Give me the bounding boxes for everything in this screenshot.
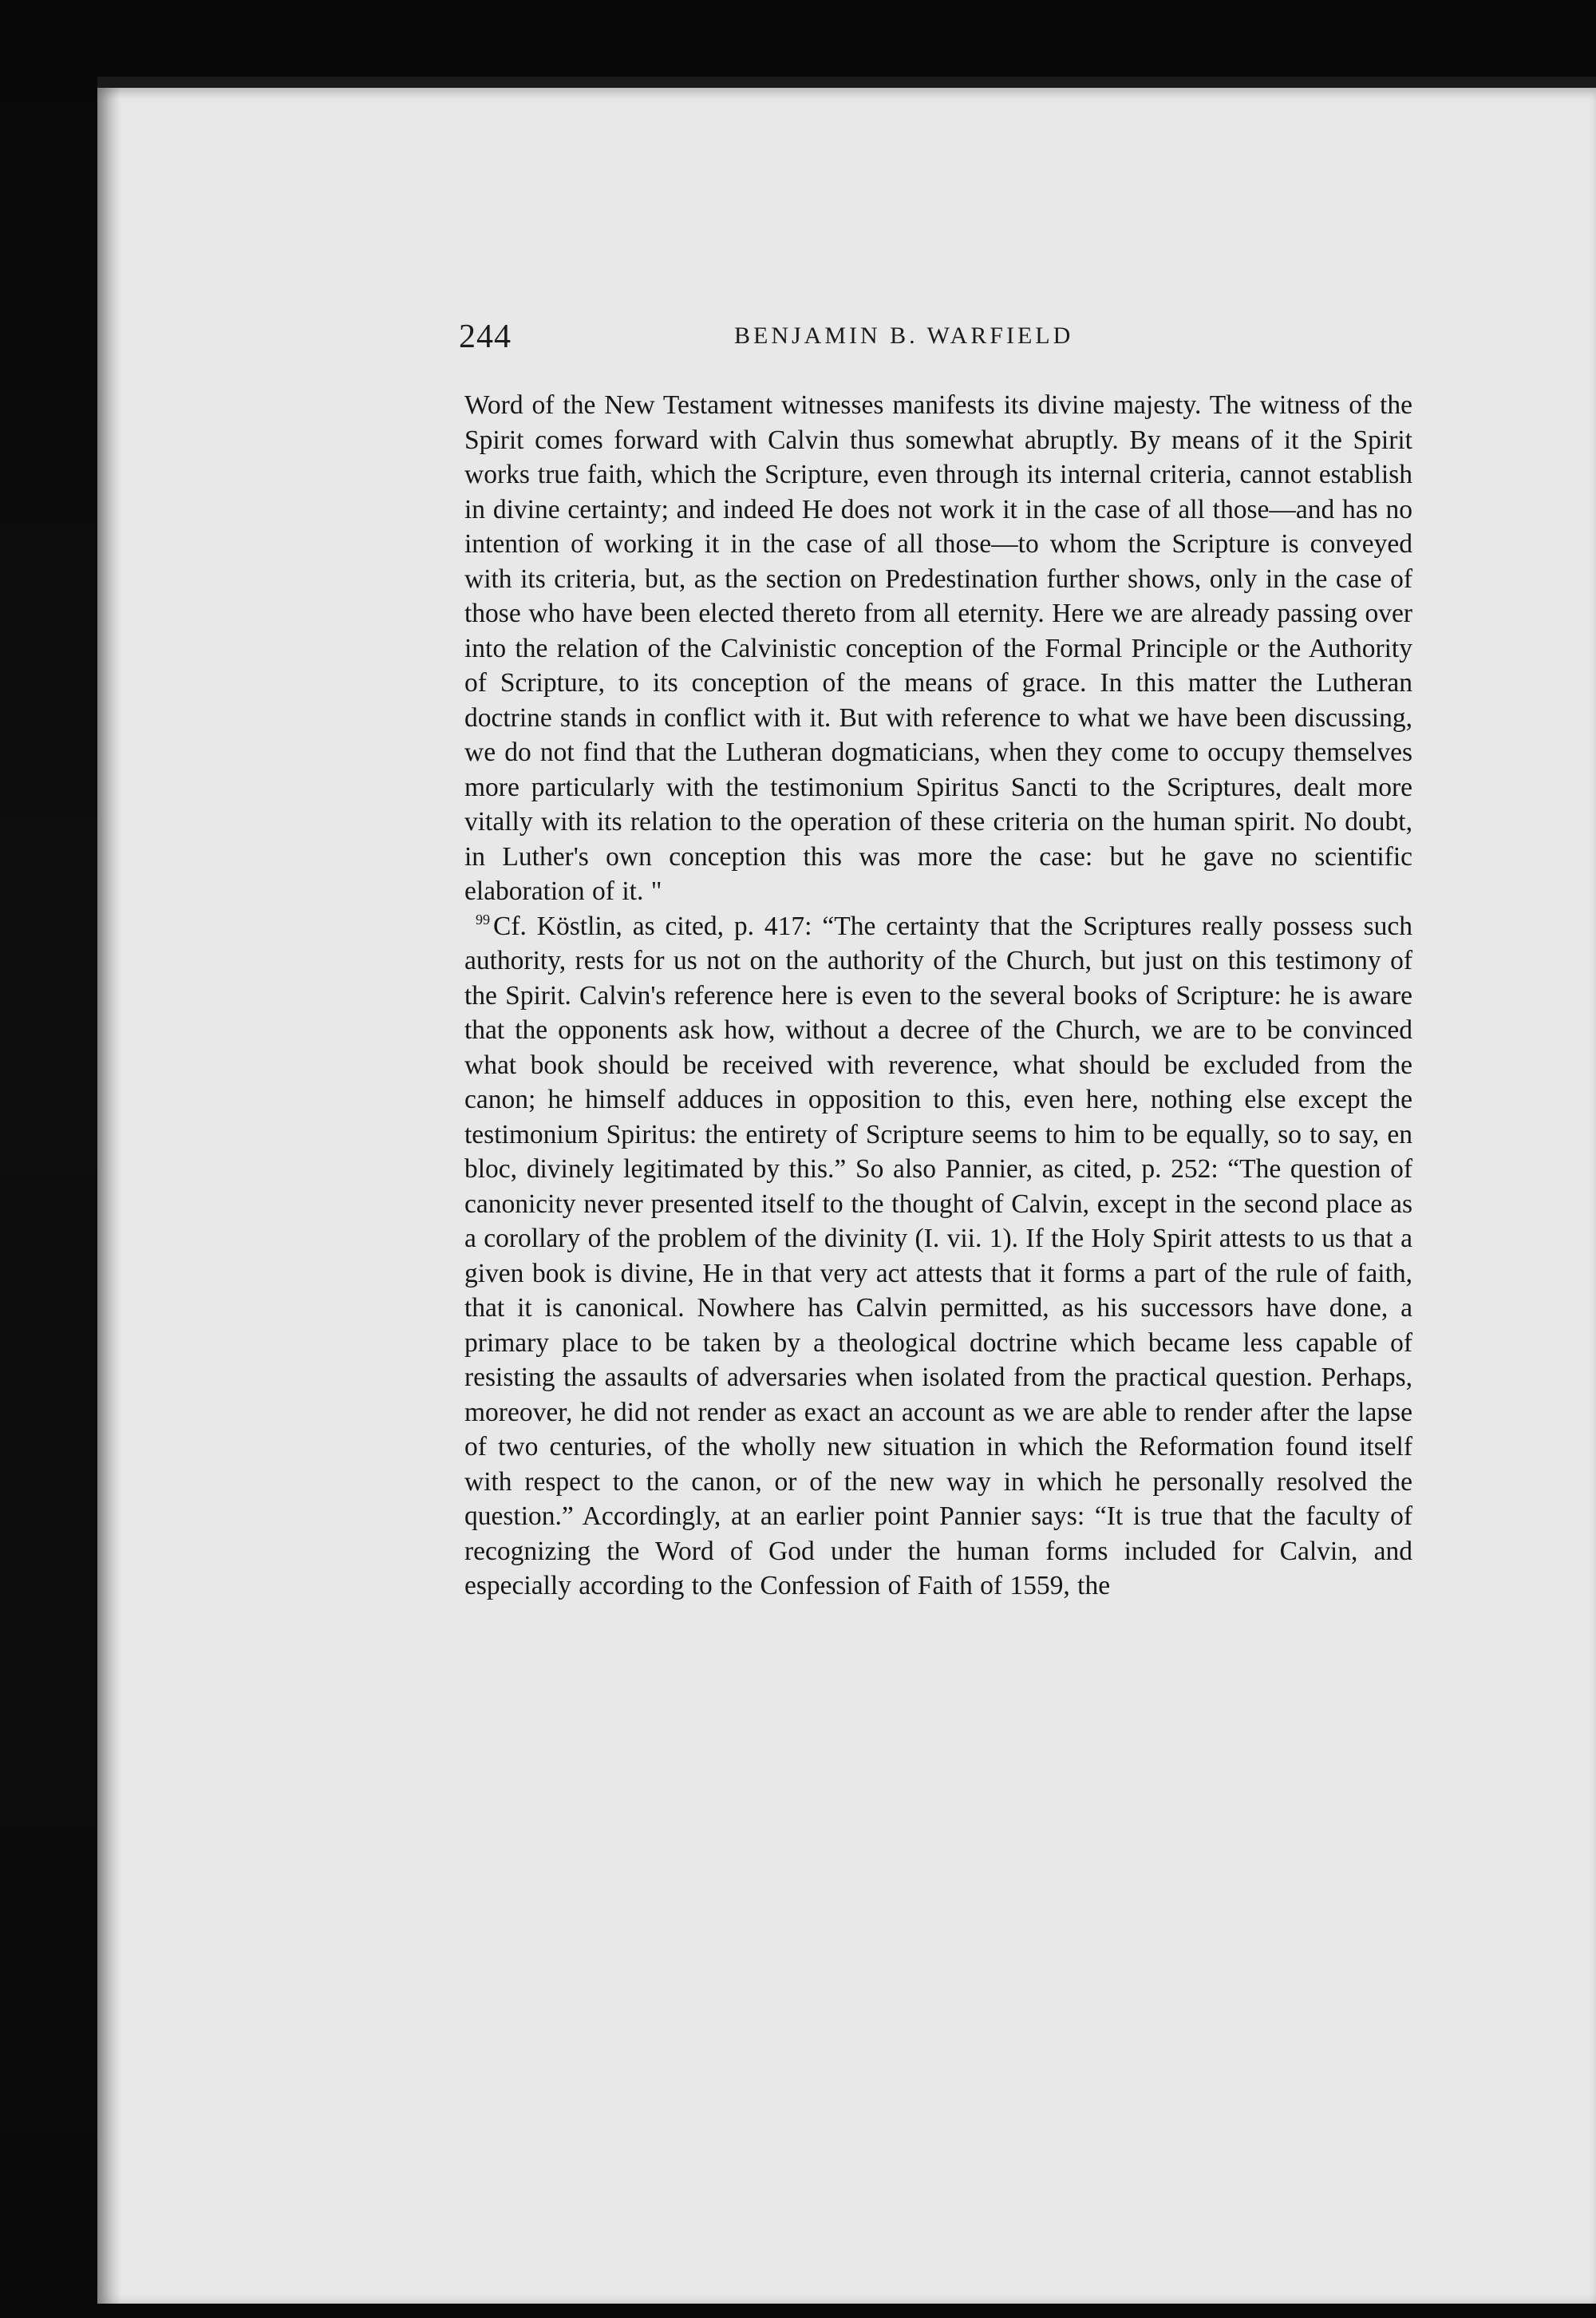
- page-header: [459, 318, 1416, 366]
- running-head: BENJAMIN B. WARFIELD: [734, 322, 1074, 349]
- gutter-shadow: [97, 88, 121, 2304]
- footnote: [464, 909, 1412, 1604]
- page-text: [464, 388, 1412, 1604]
- page-number: 244: [459, 318, 512, 355]
- body-paragraph: Word of the New Testament witnesses manifests its divine majesty. The witness of the Spirit comes forward with Calvin thus somewhat abruptly. By means of it the Spirit works true faith, which the Scripture, even through its internal criteria, cannot establish in divine certainty; and indeed He does not work it in the case of all those—and has no intention of working it in the case of all those—to whom the Scripture is conveyed with its criteria, but, as the section on Predestination further shows, only in the case of those who have been elected thereto from all eternity. Here we are already passing over into the relation of the Calvinistic conception of the Formal Principle or the Authority of Scripture, to its conception of the means of grace. In this matter the Lutheran doctrine stands in conflict with it. But with reference to what we have been discussing, we do not find that the Lutheran dogmaticians, when they come to occupy themselves more particularly with the testimonium Spiritus Sancti to the Scriptures, dealt more vitally with its relation to the operation of these criteria on the human spirit. No doubt, in Luther's own conception this was more the case: but he gave no scientific elaboration of it. ": [464, 390, 1412, 906]
- footnote-text: Cf. Köstlin, as cited, p. 417: “The certainty that the Scriptures really possess such authority, rests for us not on the authority of the Church, but just on this testimony of the Spirit. Calvin's reference here is even to the several books of Scripture: he is aware that the opponents ask how, without a decree of the Church, we are to be convinced what book should be received with reverence, what should be excluded from the canon; he himself adduces in opposition to this, even here, nothing else except the testimonium Spiritus: the entirety of Scripture seems to him to be equally, so to say, en bloc, divinely legitimated by this.” So also Pannier, as cited, p. 252: “The question of canonicity never presented itself to the thought of Calvin, except in the second place as a corollary of the problem of the divinity (I. vii. 1). If the Holy Spirit attests to us that a given book is divine, He in that very act attests that it forms a part of the rule of faith, that it is canonical. Nowhere has Calvin permitted, as his successors have done, a primary place to be taken by a theological doctrine which became less capable of resisting the assaults of adversaries when isolated from the practical question. Perhaps, moreover, he did not render as exact an account as we are able to render after the lapse of two centuries, of the wholly new situation in which the Reformation found itself with respect to the canon, or of the new way in which he personally resolved the question.” Accordingly, at an earlier point Pannier says: “It is true that the faculty of recognizing the Word of God under the human forms included for Calvin, and especially according to the Confession of Faith of 1559, the: [464, 911, 1412, 1600]
- footnote-marker: 99: [476, 912, 490, 928]
